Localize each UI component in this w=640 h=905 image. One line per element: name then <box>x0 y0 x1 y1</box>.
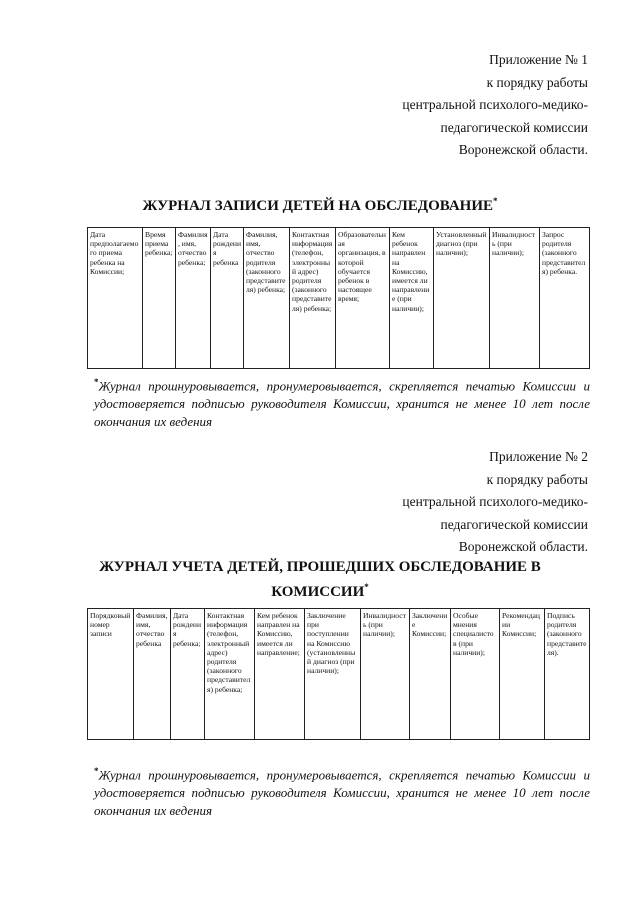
journal-2-title-line-1: ЖУРНАЛ УЧЕТА ДЕТЕЙ, ПРОШЕДШИХ ОБСЛЕДОВАНИЕ В <box>99 559 541 575</box>
table-header-cell: Инвалидность (при наличии); <box>361 609 410 740</box>
table-header-cell: Кем ребенок направлен на Комиссию, имеется ли направление (при наличии); <box>390 228 434 369</box>
journal-1-note <box>94 373 590 431</box>
appendix-2-line: к порядку работы <box>486 471 588 487</box>
journal-2-note-text: Журнал прошнуровывается, пронумеровывается, скрепляется печатью Комиссии и удостоверяется подписью руководителя Комиссии, хранится не менее 10 лет после окончания их ведения <box>94 767 590 819</box>
table-header-cell: Установленный диагноз (при наличии); <box>434 228 490 369</box>
journal-2-note <box>94 762 590 820</box>
appendix-1-number: Приложение № 1 <box>489 52 588 67</box>
table-header-cell: Дата предполагаемого приема ребенка на Комиссии; <box>88 228 143 369</box>
appendix-1-line: центральной психолого-медико- <box>402 97 588 112</box>
table-header-cell: Заключение при поступлении на Комиссию (установленный диагноз (при наличии); <box>305 609 361 740</box>
table-header-cell: Дата рождения ребенка; <box>171 609 205 740</box>
appendix-2-line: Воронежской области. <box>458 539 588 554</box>
table-header-cell: Кем ребенок направлен на Комиссию, имеется ли направление; <box>255 609 305 740</box>
appendix-2-number: Приложение № 2 <box>489 449 588 464</box>
table-header-cell: Запрос родителя (законного представителя) ребенка. <box>540 228 590 369</box>
table-header-cell: Образовательная организация, в которой обучается ребенок в настоящее время; <box>336 228 390 369</box>
table-header-cell: Подпись родителя (законного представителя). <box>545 609 590 740</box>
table-header-cell: Порядковый номер записи <box>88 609 134 740</box>
table-row <box>88 609 590 740</box>
table-header-cell: Контактная информация (телефон, электронный адрес) родителя (законного представителя) ребенка; <box>205 609 255 740</box>
table-header-cell: Фамилия, имя, отчество родителя (законного представителя) ребенка; <box>244 228 290 369</box>
footnote-mark: * <box>94 766 99 776</box>
table-header-cell: Рекомендации Комиссии; <box>500 609 545 740</box>
footnote-mark: * <box>364 582 369 592</box>
appendix-1-line: Воронежской области. <box>458 142 588 157</box>
appendix-2-header <box>402 446 588 559</box>
footnote-mark: * <box>94 377 99 387</box>
table-header-cell: Контактная информация (телефон, электронный адрес) родителя (законного представителя) ребенка; <box>290 228 336 369</box>
appendix-1-line: педагогической комиссии <box>440 119 588 135</box>
table-row <box>88 228 590 369</box>
journal-1-title <box>40 191 600 216</box>
table-header-cell: Время приема ребенка; <box>143 228 176 369</box>
appendix-2-line: педагогической комиссии <box>440 516 588 532</box>
journal-1-title-text: ЖУРНАЛ ЗАПИСИ ДЕТЕЙ НА ОБСЛЕДОВАНИЕ <box>142 198 494 214</box>
table-header-cell: Фамилия, имя, отчество ребенка; <box>176 228 211 369</box>
table-header-cell: Заключение Комиссии; <box>410 609 451 740</box>
journal-1-table <box>87 227 590 369</box>
journal-2-title <box>40 557 600 602</box>
appendix-2-line: центральной психолого-медико- <box>402 494 588 509</box>
table-header-cell: Инвалидность (при наличии); <box>490 228 540 369</box>
table-header-cell: Дата рождения ребенка <box>211 228 244 369</box>
appendix-1-header <box>402 49 588 162</box>
footnote-mark: * <box>493 196 498 206</box>
table-header-cell: Особые мнения специалистов (при наличии); <box>451 609 500 740</box>
table-header-cell: Фамилия, имя, отчество ребенка <box>134 609 171 740</box>
appendix-1-line: к порядку работы <box>486 74 588 90</box>
journal-2-table <box>87 608 590 740</box>
journal-2-title-line-2: КОМИССИИ <box>271 584 365 600</box>
journal-1-note-text: Журнал прошнуровывается, пронумеровывается, скрепляется печатью Комиссии и удостоверяется подписью руководителя Комиссии, хранится не менее 10 лет после окончания их ведения <box>94 378 590 430</box>
